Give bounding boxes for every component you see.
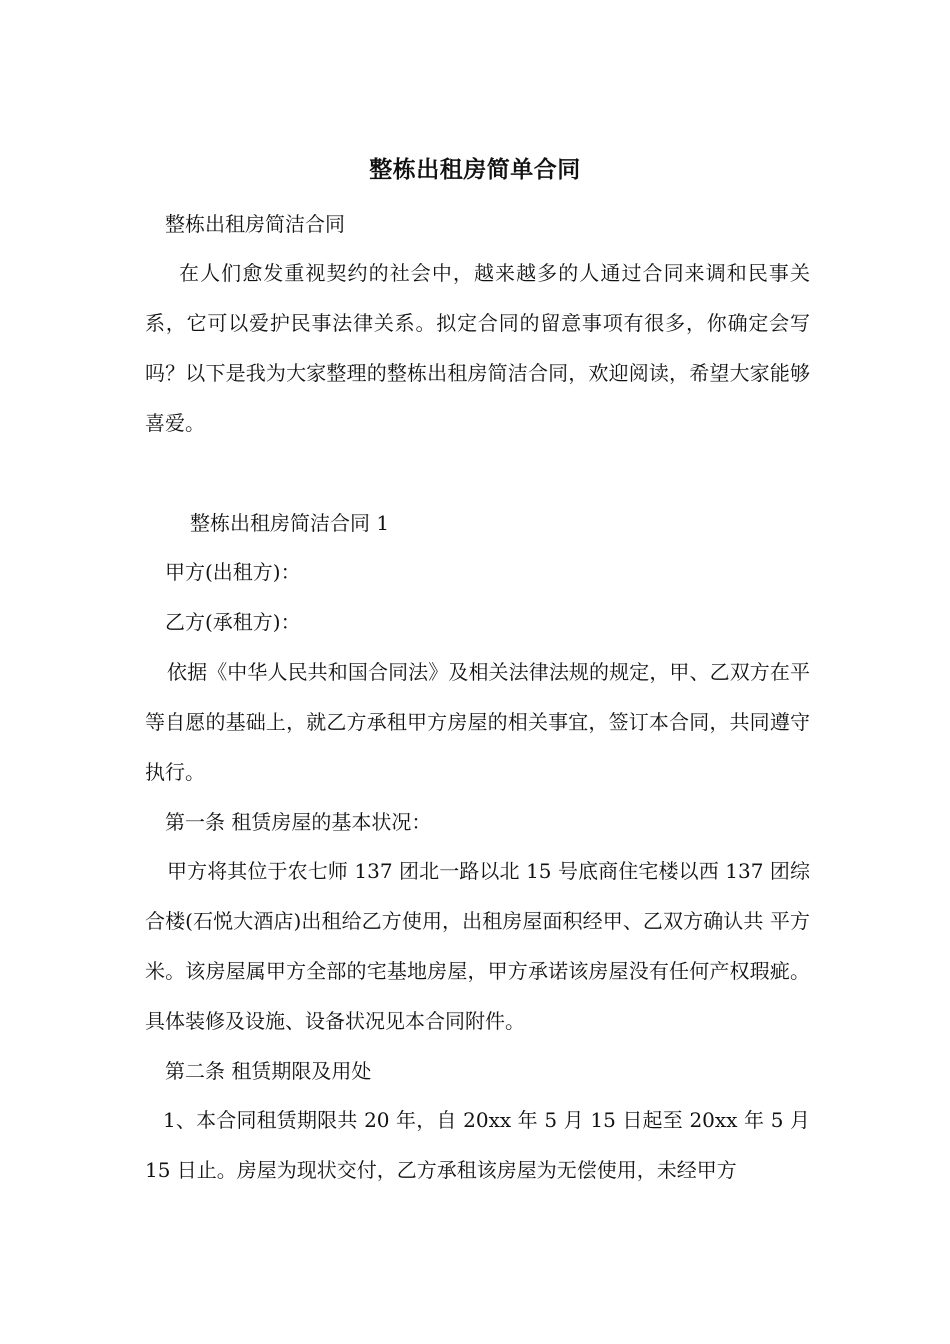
basis-paragraph: 依据《中华人民共和国合同法》及相关法律法规的规定，甲、乙双方在平等自愿的基础上，就乙方承租甲方房屋的相关事宜，签订本合同，共同遵守执行。 (145, 660, 810, 784)
article-1-heading: 第一条 租赁房屋的基本状况： (165, 810, 432, 834)
document-title: 整栋出租房简单合同 (369, 157, 581, 183)
document-subtitle: 整栋出租房简洁合同 (165, 212, 345, 236)
party-a-line: 甲方(出租方)： (165, 560, 301, 584)
party-b-line: 乙方(承租方)： (165, 610, 301, 634)
section-heading: 整栋出租房简洁合同 1 (190, 511, 390, 535)
intro-paragraph: 在人们愈发重视契约的社会中，越来越多的人通过合同来调和民事关系，它可以爱护民事法律关系。拟定合同的留意事项有很多，你确定会写吗？以下是我为大家整理的整栋出租房简洁合同，欢迎阅读，希望大家能够喜爱。 (145, 261, 810, 435)
article-2-paragraph: 1、本合同租赁期限共 20 年，自 20xx 年 5 月 15 日起至 20xx 年 5 月 15 日止。房屋为现状交付，乙方承租该房屋为无偿使用，未经甲方 (145, 1108, 810, 1182)
article-2-heading: 第二条 租赁期限及用处 (165, 1059, 372, 1083)
article-1-paragraph: 甲方将其位于农七师 137 团北一路以北 15 号底商住宅楼以西 137 团综合楼(石悦大酒店)出租给乙方使用，出租房屋面积经甲、乙双方确认共 平方米。该房屋属甲方全部的宅基地房屋，甲方承诺该房屋没有任何产权瑕疵。具体装修及设施、设备状况见本合同附件。 (145, 859, 810, 1033)
